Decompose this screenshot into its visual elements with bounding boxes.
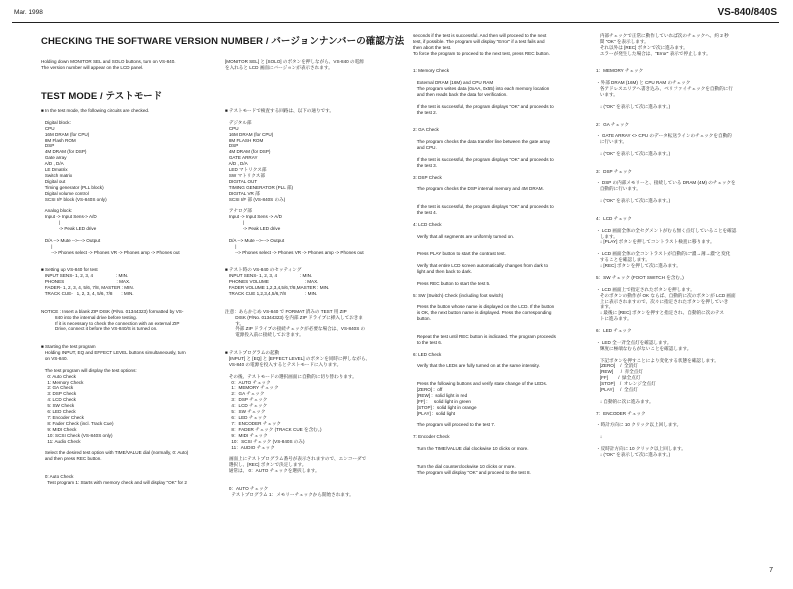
text-line: に行います。	[596, 139, 628, 145]
text-line: 内部チェックで正常に動作していれば次のチェックへ、約 2 秒	[596, 33, 729, 38]
text-line: 1：MEMORY チェック	[225, 385, 279, 391]
text-line: 通常は、 0：AUTO チェックを選択します。	[225, 468, 320, 474]
text-line: 11：AUDIO チェック	[225, 444, 275, 450]
text-line: 5：SW チェック	[225, 409, 266, 415]
text-line: TIMING GENERATOR (PLL 部)	[225, 184, 293, 190]
text-line: [REW] : solid light in red	[413, 392, 468, 398]
text-line: and then press REC button.	[41, 456, 102, 462]
text-line: 9：MIDI チェック	[225, 432, 268, 438]
text-line: to the test 6.	[413, 339, 443, 345]
header-rule	[12, 22, 779, 23]
text-line: |	[41, 243, 53, 249]
text-line: PHONES VOLUME : MAX.	[225, 279, 319, 285]
version-check-text-en	[41, 59, 176, 71]
text-line: 2：GA チェック	[225, 391, 265, 397]
text-line: 9: MIDI Check	[41, 426, 77, 432]
text-line: Gate array	[41, 155, 67, 161]
text-line: 5: SW (Switch) Check (including foot switch)	[413, 292, 504, 298]
text-line: If the test is successful, the program displays "OK" and proceeds to	[413, 156, 554, 162]
text-line: す。	[225, 320, 245, 326]
text-line: Turn the TIME/VALUE dial clockwise 10 clicks or more.	[413, 445, 529, 451]
text-line: The program will display "OK" and proceed to the test 8.	[413, 469, 531, 475]
text-line: 各アドレスエリアへ書き込み、ベリファイチェックを自動的に行	[596, 86, 733, 92]
text-line: デジタル部	[225, 119, 252, 125]
text-line: そのボタンの動作が OK ならば、自動的に次のボタンが LCD 画面	[596, 292, 736, 298]
text-line: 2: GA Check	[41, 385, 74, 391]
text-line: 3: DSP Check	[413, 174, 442, 180]
text-line: 4M DRAM (for DSP)	[41, 149, 87, 155]
text-line: ↓ [PLAY] ボタンを押してコントラスト検査に移ります。	[596, 239, 715, 245]
text-line: the test 3.	[413, 162, 438, 168]
text-line: then abort the test.	[413, 44, 452, 50]
text-line: the test 2.	[413, 109, 438, 115]
text-line: SCSI I/F block (VS-840S only)	[41, 196, 107, 202]
text-line: ・ LCD 画面全体の全セグメントがむら無く点灯していることを確認	[596, 227, 737, 233]
page-number: 7	[769, 567, 773, 574]
test-procedure-text-en	[413, 33, 556, 475]
text-line: If it is necessary to check the connection with an external ZIP	[41, 320, 180, 326]
text-line: 3: DSP Check	[41, 391, 77, 397]
text-line: INPUT SENS- 1, 2, 3, 4 : MIN.	[225, 273, 313, 279]
text-line: 4: LCD Check	[413, 221, 442, 227]
text-line: CPU	[225, 125, 239, 131]
text-line: 4: LCD Check	[41, 397, 76, 403]
text-line: and CPU.	[413, 145, 437, 151]
text-line: seconds if the test is successful. And then will proceed to the next	[413, 33, 547, 38]
text-line: Press PLAY button to start the contrast test.	[413, 251, 506, 257]
text-line: DIGITAL VR 部	[225, 190, 260, 196]
text-line: --> Phones select -> Phones VR -> Phones amp -> Phones out	[41, 249, 180, 255]
text-line: Holding down MONITOR SEL and SOLO buttons, turn on VS-840.	[41, 59, 176, 64]
text-line: ・ LCD 画面全体の全コントラストが自動的に"濃→薄→濃"と変化	[596, 251, 731, 257]
text-line: ■ In the test mode, the following circuits are checked.	[41, 108, 150, 113]
text-line: 0: Auto Check	[41, 473, 74, 479]
text-line: Verify that all segments are uniformly turned on.	[413, 233, 515, 239]
text-line: 4：LCD チェック	[225, 403, 268, 409]
text-line: [PLAY] : solid light	[413, 410, 456, 416]
text-line: NOTICE : Insert a blank ZIP DISK (P/No. 01344323) formatted by VS-	[41, 308, 184, 314]
text-line: ・時計方向に 10 クリック以上回します。	[596, 422, 682, 428]
text-line: ■ Setting up VS-840 for test	[41, 267, 98, 273]
text-line: 6：LED チェック	[596, 328, 632, 334]
text-line: 7: Encoder Check	[413, 434, 450, 440]
text-line: ↓ ("OK" を表示して次に進みます。)	[596, 151, 671, 156]
text-line: [ZERO] / 全消灯	[596, 363, 638, 369]
text-line: 自動的に行います。	[596, 186, 641, 192]
text-line: Input -> Input Sens-> A/D	[41, 214, 97, 220]
text-line: DSP	[225, 143, 239, 149]
text-line: |	[225, 243, 237, 249]
text-line: ■ テスト時の VS-840 のセッティング	[225, 267, 302, 273]
text-line: [STOP] : solid light in orange	[413, 404, 477, 410]
text-line: 0：AUTO チェック	[225, 379, 271, 385]
version-check-heading: CHECKING THE SOFTWARE VERSION NUMBER / バージョンナンバーの確認方法	[41, 36, 405, 47]
text-line: [FF] / 緑全点灯	[596, 375, 641, 381]
text-line: Press the button whose name is displayed on the LCD. If the button	[413, 304, 555, 310]
text-line: Repeat the test until REC button is indicated. The program proceeds	[413, 333, 556, 339]
text-line: を入れると LCD 画面にバージョンが表示されます。	[225, 64, 333, 70]
text-line: If the test is successful, the program displays "OK" and proceeds to	[413, 103, 554, 109]
text-line: 0：AUTO チェック	[225, 485, 269, 491]
text-line: 8M FLASH ROM	[225, 137, 264, 143]
header-date: Mar. 1998	[14, 9, 43, 16]
text-line: ます。	[596, 304, 614, 310]
text-line: [FF] : solid light in green	[413, 398, 471, 404]
version-check-text-jp	[225, 59, 364, 71]
text-line: 16M DRAM (for CPU)	[41, 131, 90, 137]
text-line: -> Peak LED drive	[41, 226, 97, 232]
text-line: on VS-840.	[41, 355, 68, 361]
text-line: Digital block:	[41, 119, 71, 125]
text-line: CPU	[41, 125, 55, 131]
text-line: The program checks the DSP internal memory and 4M DRAM.	[413, 186, 544, 192]
text-line: FADER- 1, 2, 3, 4, 5/6, 7/8, MASTER : MIN.	[41, 285, 134, 291]
text-line: ↓ 最後に [REC] ボタンを押すと指定され、自動的に次のテス	[596, 310, 724, 316]
text-line: ・ DSP の内部メモリーと、接続している DRAM (4M) のチェックを	[596, 180, 736, 186]
text-line: 6: LED Check	[413, 351, 442, 357]
text-line: 3：DSP チェック	[596, 168, 633, 174]
text-line: テストプログラム 1：メモリーチェックから開始されます。	[225, 491, 354, 497]
text-line: button.	[413, 316, 431, 322]
text-line: Turn the dial counterclockwise 10 clicks or more.	[413, 463, 516, 469]
text-line: アナログ部	[225, 208, 252, 214]
text-line: The program writes data (0xAA, 0x55) into each memory location	[413, 86, 550, 92]
text-line: 画面上にテストプログラム番号が表示されますので、エンコーダで	[225, 456, 367, 462]
text-line: Verify that entire LCD screen automatically changes from dark to	[413, 263, 549, 269]
test-mode-text-en	[41, 108, 188, 486]
text-line: LED マトリクス部	[225, 167, 267, 173]
text-line: 5: SW Check	[41, 403, 75, 409]
text-line: and then reads back the data for verification.	[413, 92, 508, 98]
text-line: |	[41, 220, 61, 226]
text-line: 輝度に極端なむらがないことを確認します。	[596, 345, 692, 351]
text-line: ↓ [REC] ボタンを押して次に進みます。	[596, 263, 681, 269]
text-line: The program checks the data transfer line between the gate array	[413, 139, 551, 145]
text-line: Analog block:	[41, 208, 73, 214]
text-line: 7：ENCODER チェック	[225, 420, 282, 426]
text-line: ↓ 自動的に次に進みます。	[596, 398, 654, 404]
text-line: |	[225, 220, 245, 226]
text-line: それ以外は [REC] ボタンで次に進みます。	[596, 44, 688, 50]
text-line: ・ GATE ARRAY <> CPU のデータ転送ラインのチェックを自動的	[596, 133, 732, 139]
text-line: ・ LCD 画面上で指定されたボタンを押します。	[596, 286, 695, 292]
text-line: INPUT SENS- 1, 2, 3, 4 : MIN.	[41, 273, 129, 279]
text-line: TRACK CUE 1,2,3,4,5/6,7/8 : MIN.	[225, 291, 318, 297]
text-line: --> Phones select -> Phones VR -> Phones amp -> Phones out	[225, 249, 364, 255]
text-line: [ZERO] : off	[413, 386, 443, 392]
text-line: The program will proceed to the test 7.	[413, 422, 496, 428]
text-line: 下記ボタンを押すことにより変化する状態を確認します。	[596, 357, 719, 363]
text-line: The test program will display the test options:	[41, 367, 137, 373]
text-line: is OK, the next button name is displayed. Press the corresponding	[413, 310, 552, 316]
text-line: 0: Auto Check	[41, 373, 76, 379]
text-line: 選択し、[REC] ボタンで決定します。	[225, 462, 307, 468]
text-line: A/D , D/A	[225, 161, 248, 167]
text-line: 1：MEMORY チェック	[596, 68, 644, 74]
text-line: ・反時計方向に 10 クリック以上回します。	[596, 446, 686, 452]
text-line: [INPUT] と [EQ] と [EFFECT LEVEL] のボタンを同時に押しながら、	[225, 355, 371, 361]
text-line: ■ テストプログラムの起動	[225, 350, 280, 356]
text-line: います。	[596, 92, 618, 98]
test-procedure-text-jp	[596, 33, 736, 458]
text-line: [STOP] / オレンジ全点灯	[596, 381, 656, 387]
text-line: LE Dmatrix	[41, 167, 68, 173]
text-line: 電源投入前に接続しておきます。	[225, 332, 304, 338]
text-line: 2: GA Check	[413, 127, 439, 133]
text-line: 4M DRAM (for DSP)	[225, 149, 271, 155]
text-line: External DRAM (16M) and CPU RAM	[413, 80, 494, 86]
text-line: the test 4.	[413, 210, 438, 215]
text-line: D/A --> Mute -->---> Output	[41, 237, 101, 243]
text-line: TRACK CUE- 1, 2, 3, 4, 5/6, 7/8 : MIN.	[41, 291, 134, 297]
text-line: Timing generator (PLL block)	[41, 184, 104, 190]
text-line: If the test is successful, the program displays "OK" and proceeds to	[413, 204, 554, 210]
text-line: ■ Starting the test program	[41, 344, 96, 350]
text-line: 間 "OK" を表示します。	[596, 38, 649, 44]
text-line: ■ テストモードで検査する回路は、以下の通りです。	[225, 108, 334, 113]
text-line: Digital volume control	[41, 190, 89, 196]
text-line: ↓ ("OK" を表示して次に進みます。)	[596, 103, 671, 109]
text-line: Switch matrix	[41, 172, 73, 178]
text-line: します。	[596, 233, 618, 239]
text-line: Input -> Input Sens -> A/D	[225, 214, 282, 220]
text-line: 注意：あらかじめ VS-840 で FORMAT 済みの TEST 用 ZIP	[225, 308, 347, 314]
text-line: 6：LED チェック	[225, 414, 267, 420]
text-line: Drive, connect it before the VS-840/S is turned on.	[41, 326, 158, 332]
text-line: 5：SW チェック (FOOT SWITCH を含む。)	[596, 274, 684, 280]
text-line: 8：FADER チェック (TRACK CUE を含む。)	[225, 426, 322, 432]
test-mode-heading: TEST MODE / テストモード	[41, 91, 163, 102]
text-line: DSP	[41, 143, 55, 149]
text-line: ↓ ("OK" を表示して次に進みます。)	[596, 198, 671, 204]
text-line: 4：LCD チェック	[596, 215, 632, 221]
text-line: [MONITOR SEL] と [SOLO] のボタンを押しながら、VS-840 の電源	[225, 59, 364, 64]
text-line: 840 into the internal drive before testing.	[41, 314, 138, 320]
text-line: Press the following buttons and verify state change of the LEDs.	[413, 381, 548, 387]
text-line: D/A --> Mute -->---> Output	[225, 237, 285, 243]
text-line: 16M DRAM (for CPU)	[225, 131, 274, 137]
text-line: FADER VOLUME 1,2,3,4,5/6,7/8,MASTER : MIN.	[225, 285, 330, 291]
text-line: 6: LED Check	[41, 409, 76, 415]
text-line: GATE ARRAY	[225, 155, 258, 161]
text-line: Digital out	[41, 178, 66, 184]
text-line: Verify that the LEDs are fully turned on at the same intensity.	[413, 363, 540, 369]
text-line: -> Peak LED drive	[225, 226, 281, 232]
text-line: A/D , D/A	[41, 161, 64, 167]
text-line: エラーが発生した場合は、"Error" 表示で停止します。	[596, 50, 711, 56]
text-line: 1: Memory Check	[413, 68, 449, 74]
text-line: 8: Fader Check (incl. Track Cue)	[41, 420, 114, 426]
text-line: DISK (P/No. 01344323) を内部 ZIP ドライブに挿入しておきま	[225, 314, 363, 320]
text-line: することを確認します。	[596, 257, 650, 263]
header-model: VS-840/840S	[717, 7, 777, 18]
text-line: The version number will appear on the LCD panel.	[41, 64, 144, 70]
text-line: その後、テストモードの選択画面に自動的に切り替わります。	[225, 373, 357, 379]
text-line: 10: SCSI Check (VS-840S only)	[41, 432, 113, 438]
text-line: ↓ ("OK" を表示して次に進みます。)	[596, 451, 671, 457]
test-mode-text-jp	[225, 108, 370, 498]
text-line: 7：ENCODER チェック	[596, 410, 646, 416]
text-line: ・ LED 全一斉全点灯を確認します。	[596, 339, 672, 345]
text-line: 8M Flash ROM	[41, 137, 76, 143]
text-line: test, if possible. The program will display "Error" if a test fails and	[413, 38, 545, 44]
text-line: 3：DSP チェック	[225, 397, 268, 403]
text-line: Test program 1: Starts with memory check and will display "OK" for 2	[41, 479, 187, 485]
text-line: SW マトリクス部	[225, 172, 265, 178]
text-line: PHONES : MAX.	[41, 279, 131, 285]
text-line: Holding INPUT, EQ and EFFECT LEVEL buttons simultaneously, turn	[41, 350, 186, 356]
text-line: 外部 ZIP ドライブの接続チェックが必要な場合は、VS-840S の	[225, 326, 366, 332]
text-line: 2：GA チェック	[596, 121, 630, 127]
text-line: 11: Audio Check	[41, 438, 81, 444]
text-line: DIGITAL OUT	[225, 178, 258, 184]
text-line: ・外部 DRAM (16M) と CPU RAM のチェック	[596, 80, 691, 86]
text-line: ↓	[596, 434, 603, 440]
text-line: light and then back to dark.	[413, 268, 472, 274]
text-line: [PLAY] / 全点灯	[596, 387, 638, 393]
text-line: 7: Encoder Check	[41, 414, 84, 420]
text-line: Select the desired test option with TIME/VALUE dial (normally, 0: Auto)	[41, 450, 189, 456]
text-line: VS-840 の電源を投入するとテストモードに入ります。	[225, 361, 342, 367]
text-line: Press REC button to start the test 5.	[413, 280, 491, 286]
text-line: To force the program to proceed to the next test, press REC button.	[413, 50, 550, 56]
text-line: 1: Memory Check	[41, 379, 84, 385]
text-line: SCSI I/F 部 (VS-840S のみ)	[225, 196, 286, 202]
text-line: 10：SCSI チェック (VS-840S のみ)	[225, 438, 305, 444]
text-line: [REW] / 赤全点灯	[596, 369, 643, 375]
text-line: 上に表示されますので、次々に指定されたボタンを押していき	[596, 298, 729, 304]
text-line: トに進みます。	[596, 316, 632, 322]
